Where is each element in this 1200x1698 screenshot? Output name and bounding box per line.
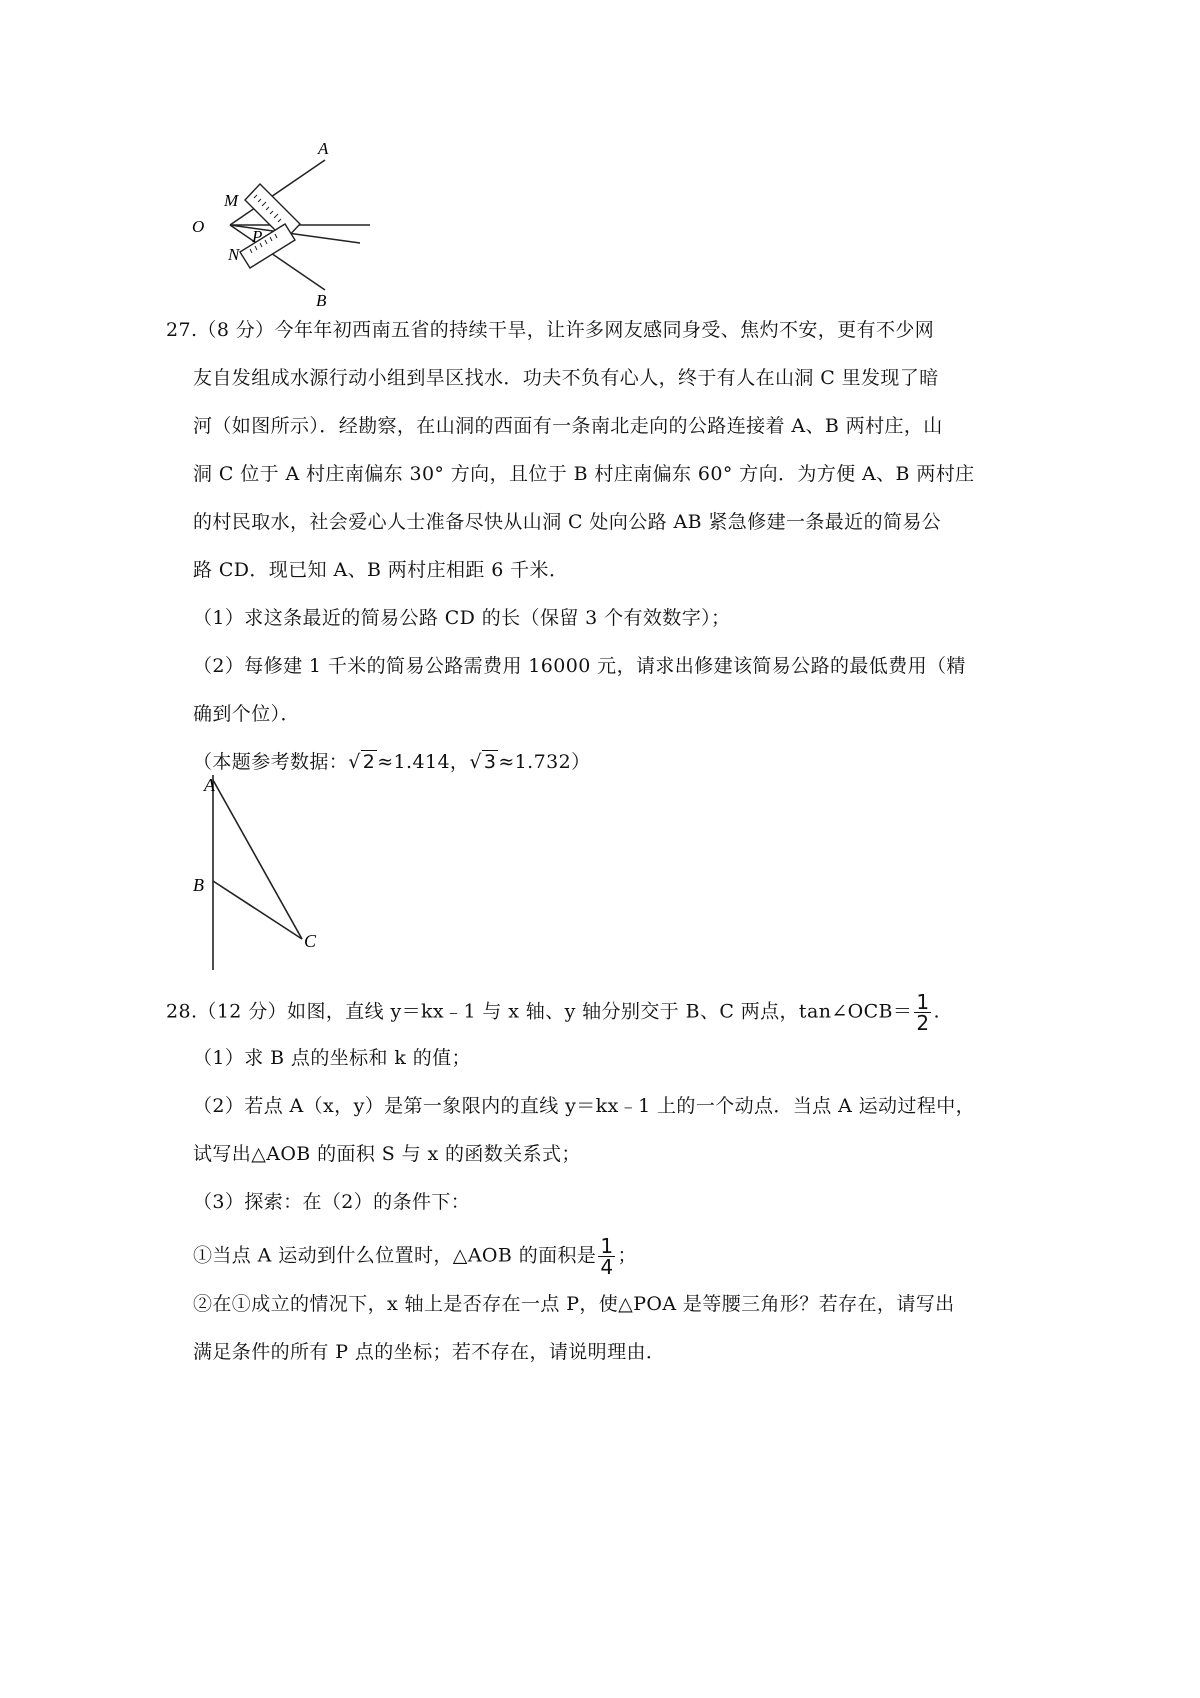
fig2-label-B: B [193,875,204,895]
fig1-label-B: B [316,291,327,310]
q27-line-1: 27.（8 分）今年年初西南五省的持续干旱，让许多网友感同身受、焦灼不安，更有不少网 [166,319,935,341]
sqrt-3: √ 3 [469,751,497,773]
tan-fraction: $\frac{1}{2}$ [916,990,930,1035]
fig2-label-A: A [204,775,215,795]
q27-line-4: 洞 C 位于 A 村庄南偏东 30° 方向，且位于 B 村庄南偏东 60° 方向．为方便 A、B 两村庄 [193,463,975,485]
figure-triangle-abc [190,775,340,975]
q28-stem: 28.（12 分）如图，直线 y＝kx﹣1 与 x 轴、y 轴分别交于 B、C 两点，tan∠OCB＝ $\frac{1}{2}$ . [166,990,940,1035]
q28-sub2-line1: ②在①成立的情况下，x 轴上是否存在一点 P，使△POA 是等腰三角形？若存在，请写出 [193,1293,955,1315]
q27-part2-line2: 确到个位）． [193,703,300,725]
q27-number: 27. [166,319,198,341]
q27-line-2: 友自发组成水源行动小组到旱区找水．功夫不负有心人，终于有人在山洞 C 里发现了暗 [193,367,939,389]
q27-line-5: 的村民取水，社会爱心人士准备尽快从山洞 C 处向公路 AB 紧急修建一条最近的简易公 [193,511,942,533]
q28-part1: （1）求 B 点的坐标和 k 的值； [193,1047,471,1069]
fig2-label-C: C [304,931,317,951]
area-fraction: $\frac{1}{4}$ [600,1234,614,1279]
fig1-label-P: P [252,227,263,246]
q28-score: （12 分） [197,1000,288,1023]
q27-score: （8 分） [197,319,275,341]
fig1-label-O: O [192,217,205,236]
fig1-label-N: N [228,245,240,264]
q28-part2-line2: 试写出△AOB 的面积 S 与 x 的函数关系式； [193,1143,581,1165]
q27-reference-data: （本题参考数据：√ 2 ≈1.414，√ 3 ≈1.732） [193,748,590,776]
q28-sub2-line2: 满足条件的所有 P 点的坐标；若不存在，请说明理由． [193,1341,666,1363]
figure-angle-rulers [192,139,400,340]
q28-part2-line1: （2）若点 A（x，y）是第一象限内的直线 y＝kx﹣1 上的一个动点．当点 A 运动过程中， [193,1095,976,1117]
q27-line-6: 路 CD．现已知 A、B 两村庄相距 6 千米． [193,559,569,581]
q28-part3: （3）探索：在（2）的条件下： [193,1191,471,1213]
q27-part1: （1）求这条最近的简易公路 CD 的长（保留 3 个有效数字）； [193,607,731,629]
fig1-label-M: M [224,191,239,210]
q27-line-3: 河（如图所示）．经勘察，在山洞的西面有一条南北走向的公路连接着 A、B 两村庄，山 [193,415,943,437]
q28-number: 28. [166,1000,198,1023]
sqrt-2: √ 2 [348,751,376,773]
q28-sub1: ①当点 A 运动到什么位置时，△AOB 的面积是 $\frac{1}{4}$ ； [193,1234,637,1279]
fig1-label-A: A [318,139,329,158]
q27-part2-line1: （2）每修建 1 千米的简易公路需费用 16000 元，请求出修建该简易公路的最低费用（精 [193,655,966,677]
